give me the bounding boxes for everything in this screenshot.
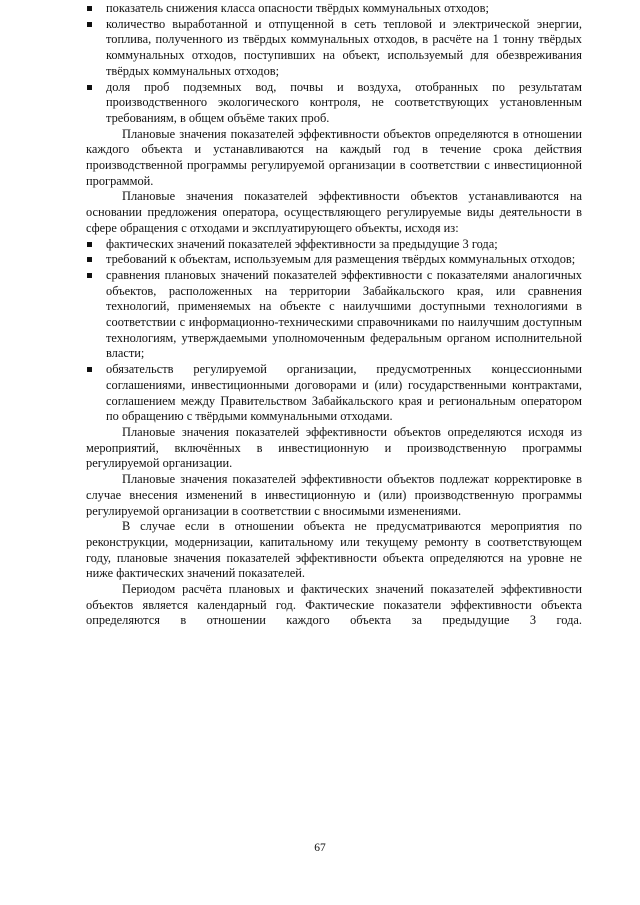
list-item <box>86 80 582 127</box>
list-item-text: показатель снижения класса опасности твёрдых коммунальных отходов; <box>106 1 489 15</box>
list-item <box>86 237 582 253</box>
criteria-list <box>86 237 582 425</box>
paragraph: Плановые значения показателей эффективности объектов определяются в отношении каждого объекта и устанавливаются на каждый год в течение срока действия производственной программы регулируемой организации в соответствии с инвестиционной программой. <box>86 126 582 188</box>
list-item <box>86 268 582 362</box>
bullet-marker <box>87 22 92 27</box>
list-item-text: требований к объектам, используемым для размещения твёрдых коммунальных отходов; <box>106 252 576 267</box>
paragraph: В случае если в отношении объекта не предусматриваются мероприятия по реконструкции, модернизации, капитальному или текущему ремонту в соответствующем году, плановые значения показателей эффективности объекта определяются на уровне не ниже фактических значений показателей. <box>86 519 582 581</box>
list-item <box>86 17 582 80</box>
bullet-marker <box>87 367 92 372</box>
bullet-marker <box>87 242 92 247</box>
paragraph: Плановые значения показателей эффективности объектов подлежат корректировке в случае внесения изменений в инвестиционную и (или) производственную программы регулируемой организации в соответствии с вносимыми изменениями. <box>86 472 582 518</box>
bullet-marker <box>87 6 92 11</box>
paragraph: Плановые значения показателей эффективности объектов определяются исходя из мероприятий, включённых в инвестиционную и производственную программы регулируемой организации. <box>86 424 582 471</box>
document-page <box>86 0 582 629</box>
paragraph: Периодом расчёта плановых и фактических значений показателей эффективности объектов является календарный год. Фактические показатели эффективности объекта определяются в отношении каждого объекта за предыдущие 3 года. <box>86 582 582 628</box>
list-item-text: доля проб подземных вод, почвы и воздуха, отобранных по результатам производственного экологического контроля, не соответствующих установленным требованиям, в общем объёме таких проб. <box>106 79 582 125</box>
list-item <box>86 362 582 425</box>
indicator-list <box>86 1 582 127</box>
bullet-marker <box>87 257 92 262</box>
bullet-marker <box>87 85 92 90</box>
list-item-text: количество выработанной и отпущенной в сеть тепловой и электрической энергии, топлива, полученного из твёрдых коммунальных отходов, в расчёте на 1 тонну твёрдых коммунальных отходов, поступивших на объект, используемый для обезвреживания твёрдых коммунальных отходов; <box>106 16 582 78</box>
list-item-text: фактических значений показателей эффективности за предыдущие 3 года; <box>106 236 498 251</box>
bullet-marker <box>87 273 92 278</box>
list-item <box>86 252 582 268</box>
list-item <box>86 1 582 17</box>
list-item-text: обязательств регулируемой организации, предусмотренных концессионными соглашениями, инвестиционными договорами и (или) государственными контрактами, соглашением между Правительством Забайкальского края и региональным оператором по обращению с твёрдыми коммунальными отходами. <box>106 362 582 424</box>
list-item-text: сравнения плановых значений показателей эффективности с показателями аналогичных объектов, расположенных на территории Забайкальского края, или сравнения технологий, применяемых на объекте с наилучшими доступными технологиями в соответствии с информационно-техническими справочниками по наилучшим доступным технологиям, утверждаемыми уполномоченным федеральным органом исполнительной власти; <box>106 267 582 361</box>
page-number: 67 <box>314 842 326 854</box>
paragraph: Плановые значения показателей эффективности объектов устанавливаются на основании предложения оператора, осуществляющего регулируемые виды деятельности в сфере обращения с отходами и эксплуатирующего объекты, исходя из: <box>86 189 582 235</box>
